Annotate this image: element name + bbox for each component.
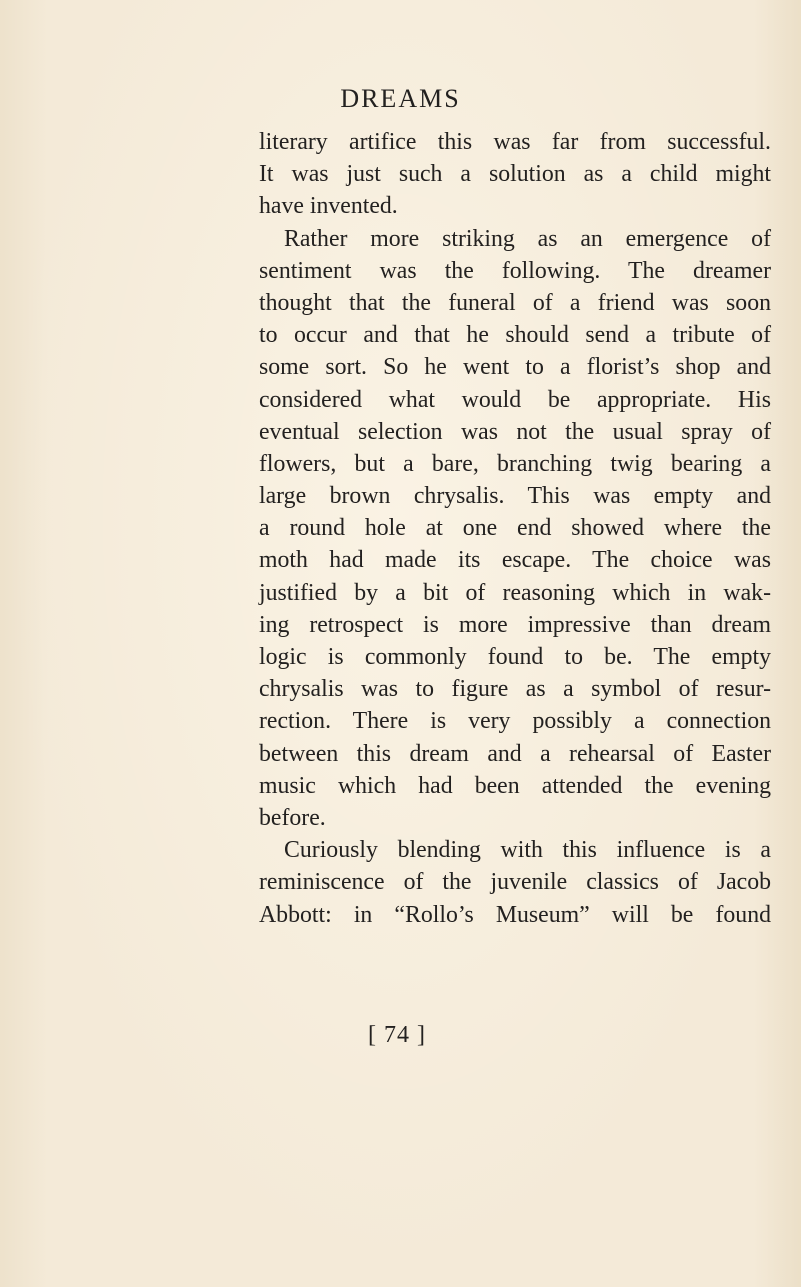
text-line: eventual selection was not the usual spray of xyxy=(259,418,771,445)
text-line: large brown chrysalis. This was empty and xyxy=(259,483,771,510)
text-line: justified by a bit of reasoning which in wak- xyxy=(259,579,771,606)
text-line: rection. There is very possibly a connection xyxy=(259,708,771,735)
text-line: sentiment was the following. The dreamer xyxy=(259,257,771,284)
text-line: chrysalis was to figure as a symbol of resur- xyxy=(259,676,771,703)
text-line: ing retrospect is more impressive than dream xyxy=(259,611,771,638)
text-line: literary artifice this was far from successful. xyxy=(259,129,771,155)
text-line: between this dream and a rehearsal of Easter xyxy=(259,740,771,767)
text-line: thought that the funeral of a friend was soon xyxy=(259,289,771,316)
text-line: moth had made its escape. The choice was xyxy=(259,547,771,574)
page-number: [ 74 ] xyxy=(368,1022,426,1048)
text-line: some sort. So he went to a florist’s shop and xyxy=(259,354,771,381)
text-line: Rather more striking as an emergence of xyxy=(284,225,771,252)
text-line: music which had been attended the evening xyxy=(259,772,771,799)
text-line: It was just such a solution as a child might xyxy=(259,161,771,188)
text-line: before. xyxy=(259,804,326,831)
running-head: DREAMS xyxy=(340,84,461,113)
text-line: considered what would be appropriate. His xyxy=(259,386,771,413)
text-line: Curiously blending with this influence is a xyxy=(284,837,771,864)
text-line: flowers, but a bare, branching twig bearing a xyxy=(259,450,771,477)
text-line: reminiscence of the juvenile classics of Jacob xyxy=(259,869,771,896)
text-line: to occur and that he should send a tribute of xyxy=(259,322,771,349)
body-text xyxy=(259,126,771,931)
text-line: have invented. xyxy=(259,193,398,220)
text-line: Abbott: in “Rollo’s Museum” will be found xyxy=(259,901,771,928)
text-line: a round hole at one end showed where the xyxy=(259,515,771,542)
text-line: logic is commonly found to be. The empty xyxy=(259,644,771,670)
